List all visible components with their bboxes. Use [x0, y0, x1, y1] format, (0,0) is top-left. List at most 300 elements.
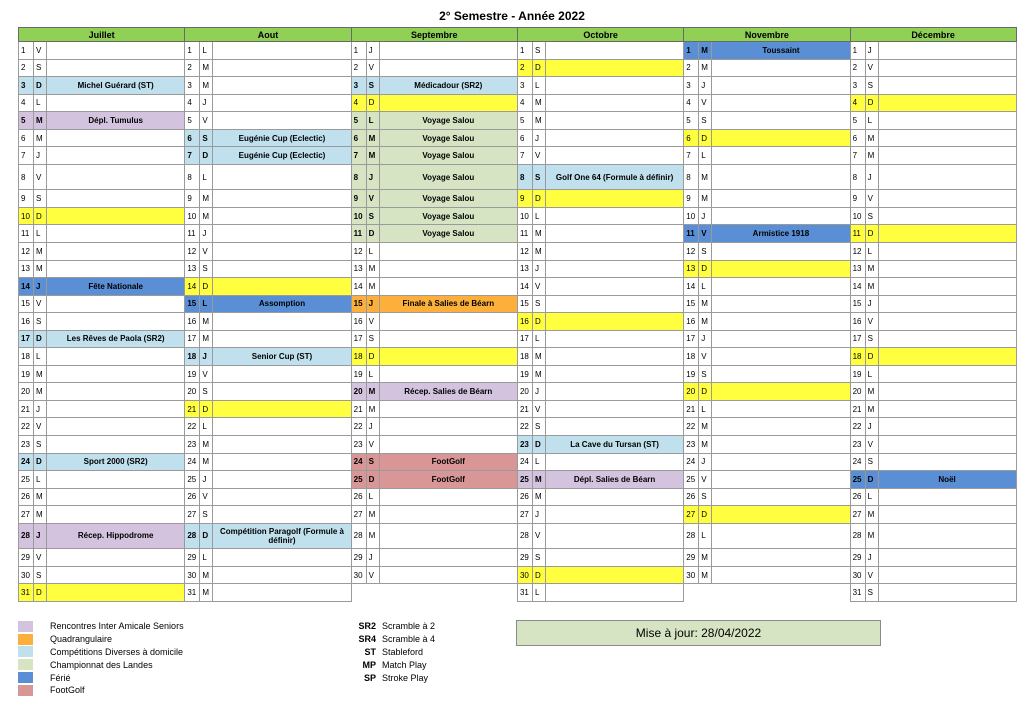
day-letter: J	[200, 471, 213, 489]
day-letter: L	[699, 278, 712, 296]
event-cell: Senior Cup (ST)	[213, 348, 351, 366]
day-number: 24	[19, 453, 34, 471]
empty-cell	[684, 584, 850, 602]
table-row	[19, 549, 1017, 567]
abbreviation-item	[356, 671, 506, 684]
day-number: 4	[185, 94, 200, 112]
day-letter: M	[200, 190, 213, 208]
legend-item	[18, 671, 318, 684]
day-cell	[379, 365, 517, 383]
day-letter: L	[865, 112, 878, 130]
table-row	[19, 523, 1017, 549]
day-letter: M	[699, 164, 712, 190]
day-letter: M	[200, 584, 213, 602]
day-letter: L	[366, 112, 379, 130]
day-number: 25	[517, 471, 532, 489]
day-number: 16	[19, 313, 34, 331]
event-cell: FootGolf	[379, 453, 517, 471]
day-number: 23	[684, 435, 699, 453]
event-cell: Finale à Salies de Béarn	[379, 295, 517, 313]
day-letter: M	[34, 129, 47, 147]
event-cell: Dépl. Salies de Béarn	[545, 471, 683, 489]
day-letter: D	[865, 225, 878, 243]
day-letter: V	[532, 523, 545, 549]
day-letter: M	[200, 313, 213, 331]
day-cell	[379, 242, 517, 260]
day-letter: D	[699, 383, 712, 401]
day-number: 16	[517, 313, 532, 331]
day-cell	[213, 584, 351, 602]
day-letter: M	[865, 400, 878, 418]
day-letter: J	[699, 330, 712, 348]
day-number: 16	[185, 313, 200, 331]
day-number: 7	[185, 147, 200, 165]
day-number: 2	[850, 59, 865, 77]
event-cell: Golf One 64 (Formule à définir)	[545, 164, 683, 190]
day-cell	[545, 77, 683, 95]
day-number: 18	[185, 348, 200, 366]
day-letter: V	[34, 418, 47, 436]
day-number: 15	[850, 295, 865, 313]
day-letter: D	[34, 584, 47, 602]
day-number: 24	[351, 453, 366, 471]
day-number: 8	[684, 164, 699, 190]
day-number: 12	[351, 242, 366, 260]
day-cell	[878, 313, 1016, 331]
day-letter: L	[34, 471, 47, 489]
day-number: 10	[19, 207, 34, 225]
day-letter: D	[532, 566, 545, 584]
day-cell	[213, 313, 351, 331]
day-cell	[712, 260, 850, 278]
day-number: 12	[850, 242, 865, 260]
day-number: 4	[351, 94, 366, 112]
day-cell	[47, 42, 185, 60]
day-number: 22	[185, 418, 200, 436]
day-cell	[878, 400, 1016, 418]
day-number: 2	[185, 59, 200, 77]
color-legend	[18, 620, 318, 697]
day-number: 29	[19, 549, 34, 567]
event-cell: Voyage Salou	[379, 225, 517, 243]
day-letter: V	[865, 566, 878, 584]
day-number: 27	[19, 506, 34, 524]
day-cell	[47, 313, 185, 331]
day-cell	[545, 549, 683, 567]
day-cell	[878, 59, 1016, 77]
day-letter: V	[34, 42, 47, 60]
table-row	[19, 348, 1017, 366]
day-cell	[47, 295, 185, 313]
day-number: 26	[850, 488, 865, 506]
table-row	[19, 164, 1017, 190]
day-number: 22	[351, 418, 366, 436]
day-number: 23	[351, 435, 366, 453]
day-letter: M	[532, 225, 545, 243]
day-letter: J	[865, 164, 878, 190]
day-number: 29	[850, 549, 865, 567]
day-number: 11	[19, 225, 34, 243]
day-number: 8	[517, 164, 532, 190]
day-number: 6	[351, 129, 366, 147]
day-cell	[47, 59, 185, 77]
event-cell: Michel Guérard (ST)	[47, 77, 185, 95]
day-letter: L	[34, 348, 47, 366]
table-row	[19, 77, 1017, 95]
legend-label: Quadrangulaire	[50, 634, 113, 645]
table-row	[19, 506, 1017, 524]
day-letter: M	[200, 566, 213, 584]
abbreviation-label: Match Play	[382, 659, 427, 670]
day-letter: D	[699, 260, 712, 278]
day-cell	[712, 313, 850, 331]
day-letter: D	[200, 147, 213, 165]
day-cell	[47, 506, 185, 524]
day-number: 2	[517, 59, 532, 77]
legend-item	[18, 658, 318, 671]
day-cell	[47, 418, 185, 436]
day-number: 4	[19, 94, 34, 112]
day-letter: L	[200, 418, 213, 436]
day-cell	[213, 42, 351, 60]
event-cell: Récep. Hippodrome	[47, 523, 185, 549]
day-letter: M	[865, 523, 878, 549]
day-cell	[712, 278, 850, 296]
day-number: 25	[185, 471, 200, 489]
day-letter: S	[200, 260, 213, 278]
day-letter: L	[532, 584, 545, 602]
month-header-row	[19, 28, 1017, 42]
day-number: 25	[850, 471, 865, 489]
day-letter: S	[34, 59, 47, 77]
abbreviation-label: Stroke Play	[382, 672, 429, 683]
day-number: 30	[517, 566, 532, 584]
day-number: 31	[517, 584, 532, 602]
day-letter: V	[366, 59, 379, 77]
day-number: 20	[850, 383, 865, 401]
day-cell	[545, 506, 683, 524]
day-number: 17	[19, 330, 34, 348]
day-number: 24	[185, 453, 200, 471]
day-number: 9	[517, 190, 532, 208]
day-number: 1	[185, 42, 200, 60]
abbreviation-code: MP	[362, 659, 376, 670]
table-row	[19, 365, 1017, 383]
day-letter: V	[366, 566, 379, 584]
day-cell	[47, 584, 185, 602]
day-letter: M	[200, 59, 213, 77]
day-number: 10	[185, 207, 200, 225]
day-cell	[878, 488, 1016, 506]
day-letter: J	[200, 348, 213, 366]
day-letter: L	[366, 365, 379, 383]
day-letter: J	[865, 42, 878, 60]
day-number: 20	[19, 383, 34, 401]
legend-swatch	[18, 621, 33, 632]
day-number: 31	[19, 584, 34, 602]
day-letter: M	[699, 435, 712, 453]
day-letter: M	[865, 260, 878, 278]
day-number: 18	[684, 348, 699, 366]
day-letter: V	[366, 435, 379, 453]
day-number: 14	[850, 278, 865, 296]
day-number: 7	[850, 147, 865, 165]
day-number: 11	[684, 225, 699, 243]
day-cell	[213, 242, 351, 260]
day-cell	[878, 566, 1016, 584]
abbreviation-label: Stableford	[382, 646, 424, 657]
table-row	[19, 330, 1017, 348]
day-cell	[545, 278, 683, 296]
day-cell	[379, 523, 517, 549]
day-cell	[545, 42, 683, 60]
event-cell: FootGolf	[379, 471, 517, 489]
day-letter: D	[34, 77, 47, 95]
day-number: 28	[684, 523, 699, 549]
day-number: 19	[517, 365, 532, 383]
day-letter: L	[200, 164, 213, 190]
day-number: 3	[517, 77, 532, 95]
day-number: 21	[517, 400, 532, 418]
day-letter: V	[699, 225, 712, 243]
day-letter: L	[532, 77, 545, 95]
day-number: 8	[351, 164, 366, 190]
day-cell	[878, 190, 1016, 208]
day-cell	[213, 506, 351, 524]
day-cell	[213, 278, 351, 296]
day-letter: M	[532, 242, 545, 260]
day-number: 23	[850, 435, 865, 453]
day-number: 28	[19, 523, 34, 549]
day-number: 21	[351, 400, 366, 418]
day-cell	[213, 94, 351, 112]
day-cell	[878, 584, 1016, 602]
page-title: 2° Semestre - Année 2022	[439, 9, 585, 23]
abbreviation-label: Scramble à 2	[382, 621, 436, 632]
day-cell	[379, 330, 517, 348]
day-letter: V	[699, 348, 712, 366]
day-letter: L	[200, 549, 213, 567]
day-number: 27	[185, 506, 200, 524]
day-number: 11	[517, 225, 532, 243]
day-letter: D	[366, 471, 379, 489]
day-cell	[47, 400, 185, 418]
abbreviation-legend	[356, 620, 506, 684]
day-cell	[878, 506, 1016, 524]
day-cell	[712, 112, 850, 130]
day-cell	[213, 260, 351, 278]
day-cell	[878, 418, 1016, 436]
day-letter: M	[699, 418, 712, 436]
day-letter: V	[34, 295, 47, 313]
day-cell	[878, 365, 1016, 383]
day-number: 6	[185, 129, 200, 147]
day-letter: D	[532, 190, 545, 208]
day-letter: J	[200, 94, 213, 112]
day-letter: M	[532, 365, 545, 383]
day-cell	[379, 278, 517, 296]
day-cell	[712, 94, 850, 112]
day-letter: D	[200, 400, 213, 418]
event-cell: Les Rêves de Paola (SR2)	[47, 330, 185, 348]
day-letter: J	[865, 295, 878, 313]
day-letter: M	[865, 506, 878, 524]
month-header-5: Décembre	[850, 28, 1016, 42]
day-letter: J	[200, 225, 213, 243]
legend-item	[18, 684, 318, 697]
day-cell	[878, 112, 1016, 130]
day-letter: J	[366, 164, 379, 190]
day-cell	[213, 453, 351, 471]
day-cell	[47, 566, 185, 584]
day-number: 27	[351, 506, 366, 524]
day-number: 3	[850, 77, 865, 95]
day-cell	[712, 488, 850, 506]
day-letter: S	[865, 584, 878, 602]
day-number: 19	[351, 365, 366, 383]
legend-label: Compétitions Diverses à domicile	[50, 646, 184, 657]
day-cell	[712, 330, 850, 348]
day-number: 28	[517, 523, 532, 549]
abbreviation-code: SR2	[358, 621, 376, 632]
day-cell	[47, 164, 185, 190]
day-letter: J	[532, 383, 545, 401]
day-number: 3	[684, 77, 699, 95]
day-number: 22	[517, 418, 532, 436]
event-cell: Assomption	[213, 295, 351, 313]
day-number: 30	[850, 566, 865, 584]
day-letter: V	[366, 313, 379, 331]
day-number: 27	[517, 506, 532, 524]
day-number: 12	[19, 242, 34, 260]
day-cell	[878, 278, 1016, 296]
day-cell	[712, 207, 850, 225]
day-letter: M	[366, 523, 379, 549]
day-letter: M	[699, 42, 712, 60]
day-number: 6	[19, 129, 34, 147]
legend-swatch	[18, 659, 33, 670]
day-number: 6	[684, 129, 699, 147]
day-cell	[878, 42, 1016, 60]
event-cell: Sport 2000 (SR2)	[47, 453, 185, 471]
day-cell	[47, 471, 185, 489]
day-letter: V	[532, 400, 545, 418]
day-letter: L	[200, 295, 213, 313]
day-letter: V	[699, 471, 712, 489]
day-letter: J	[699, 207, 712, 225]
day-cell	[213, 59, 351, 77]
day-cell	[545, 523, 683, 549]
day-number: 26	[185, 488, 200, 506]
day-number: 5	[850, 112, 865, 130]
table-row	[19, 42, 1017, 60]
day-letter: M	[200, 77, 213, 95]
day-cell	[712, 453, 850, 471]
day-cell	[878, 260, 1016, 278]
legend-swatch	[18, 634, 33, 645]
legend-swatch	[18, 685, 33, 696]
event-cell: Fête Nationale	[47, 278, 185, 296]
day-letter: D	[366, 348, 379, 366]
day-number: 4	[850, 94, 865, 112]
day-number: 18	[19, 348, 34, 366]
abbreviation-item	[356, 620, 506, 633]
day-cell	[878, 295, 1016, 313]
day-number: 15	[517, 295, 532, 313]
day-number: 2	[351, 59, 366, 77]
day-cell	[213, 365, 351, 383]
day-number: 26	[351, 488, 366, 506]
day-number: 10	[850, 207, 865, 225]
day-letter: L	[532, 207, 545, 225]
day-letter: D	[699, 129, 712, 147]
day-cell	[379, 506, 517, 524]
day-cell	[712, 348, 850, 366]
day-letter: J	[366, 418, 379, 436]
empty-cell	[351, 584, 517, 602]
day-number: 16	[684, 313, 699, 331]
day-letter: V	[865, 313, 878, 331]
day-cell	[47, 383, 185, 401]
day-cell	[545, 129, 683, 147]
day-number: 1	[850, 42, 865, 60]
day-number: 13	[19, 260, 34, 278]
day-number: 20	[351, 383, 366, 401]
event-cell: Noël	[878, 471, 1016, 489]
table-row	[19, 383, 1017, 401]
day-letter: D	[34, 453, 47, 471]
day-letter: M	[366, 506, 379, 524]
day-number: 9	[684, 190, 699, 208]
day-letter: M	[366, 147, 379, 165]
legend-label: Championnat des Landes	[50, 659, 153, 670]
day-letter: M	[366, 278, 379, 296]
day-cell	[545, 59, 683, 77]
day-number: 10	[351, 207, 366, 225]
table-row	[19, 566, 1017, 584]
day-cell	[878, 207, 1016, 225]
day-number: 10	[684, 207, 699, 225]
day-letter: M	[200, 435, 213, 453]
day-cell	[379, 59, 517, 77]
day-number: 5	[185, 112, 200, 130]
day-letter: S	[34, 435, 47, 453]
table-row	[19, 59, 1017, 77]
day-cell	[213, 549, 351, 567]
day-number: 8	[185, 164, 200, 190]
day-number: 14	[351, 278, 366, 296]
day-number: 31	[185, 584, 200, 602]
day-cell	[379, 549, 517, 567]
day-number: 5	[684, 112, 699, 130]
table-row	[19, 584, 1017, 602]
day-cell	[47, 549, 185, 567]
day-letter: J	[865, 549, 878, 567]
day-number: 26	[684, 488, 699, 506]
event-cell: Toussaint	[712, 42, 850, 60]
day-letter: V	[366, 190, 379, 208]
day-cell	[47, 242, 185, 260]
day-letter: D	[532, 59, 545, 77]
day-cell	[213, 207, 351, 225]
day-letter: J	[366, 295, 379, 313]
day-letter: S	[532, 42, 545, 60]
day-cell	[545, 225, 683, 243]
day-number: 5	[517, 112, 532, 130]
day-cell	[47, 147, 185, 165]
day-number: 25	[684, 471, 699, 489]
day-number: 14	[684, 278, 699, 296]
